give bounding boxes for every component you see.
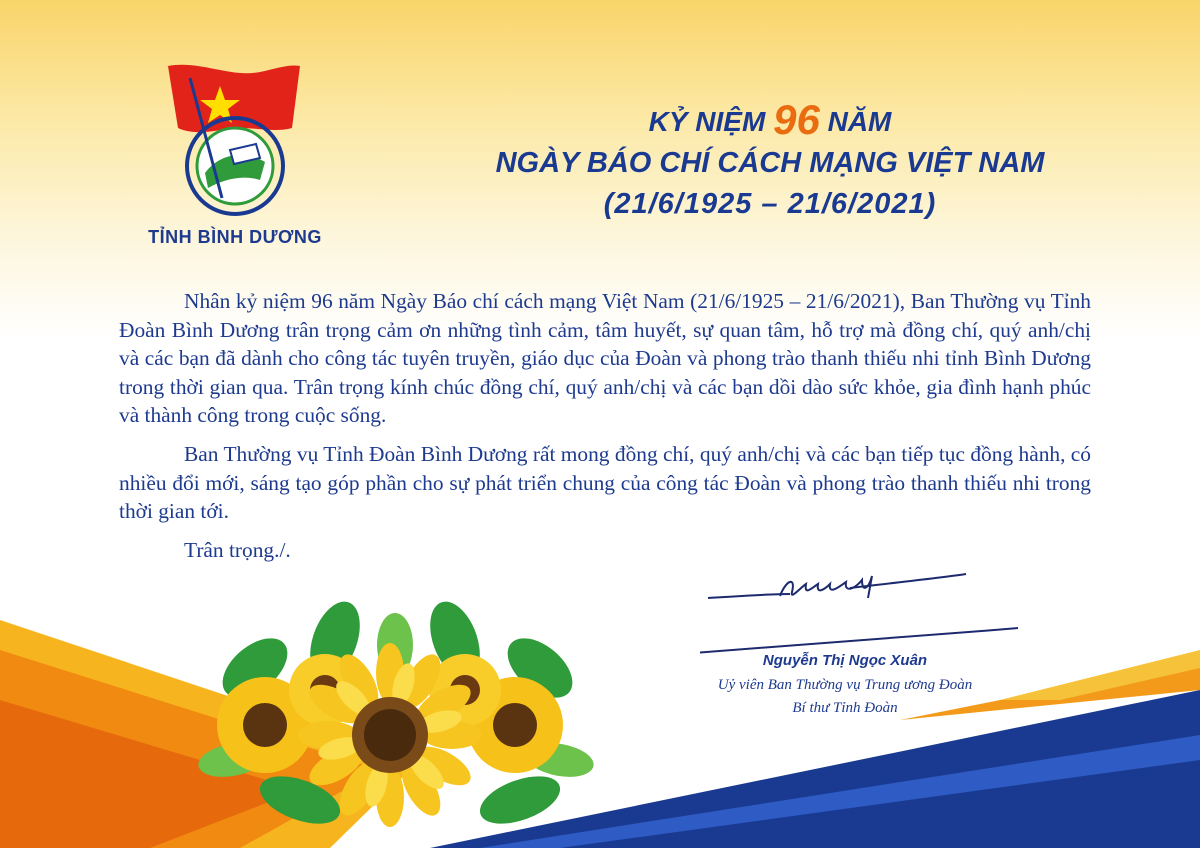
handwritten-signature [700,566,1020,664]
heading-number: 96 [773,96,820,143]
signatory-titles [660,674,1030,720]
organization-name: TỈNH BÌNH DƯƠNG [148,227,322,247]
heading-prefix: KỶ NIỆM [648,106,766,137]
signatory-title-1: Uỷ viên Ban Thường vụ Trung ương Đoàn [717,677,973,693]
letter-body [119,287,1091,574]
youth-union-emblem-icon [160,58,310,218]
signatory-title-2: Bí thư Tỉnh Đoàn [792,700,898,716]
page-heading [470,98,1070,226]
letter-closing: Trân trọng./. [184,537,291,562]
heading-suffix: NĂM [827,106,892,137]
heading-title: NGÀY BÁO CHÍ CÁCH MẠNG VIỆT NAM [495,147,1045,179]
heading-dates: (21/6/1925 – 21/6/2021) [603,188,937,220]
heading-line-1 [470,98,1070,144]
signatory-name: Nguyễn Thị Ngọc Xuân [762,652,928,669]
letter-paragraph-2: Ban Thường vụ Tỉnh Đoàn Bình Dương rất mong đồng chí, quý anh/chị và các bạn tiếp tục đồng hành, có nhiều đổi mới, sáng tạo góp phần cho sự phát triển chung của công tác Đoàn và phong trào thanh thiếu nhi trong thời gian tới. [119,441,1091,524]
letter-paragraph-1: Nhân kỷ niệm 96 năm Ngày Báo chí cách mạng Việt Nam (21/6/1925 – 21/6/2021), Ban Thường vụ Tỉnh Đoàn Bình Dương trân trọng cảm ơn những tình cảm, tâm huyết, sự quan tâm, hỗ trợ mà đồng chí, quý anh/chị và các bạn đã dành cho công tác tuyên truyền, giáo dục của Đoàn và phong trào thanh thiếu nhi tỉnh Bình Dương trong thời gian qua. Trân trọng kính chúc đồng chí, quý anh/chị và các bạn dồi dào sức khỏe, gia đình hạnh phúc và thành công trong cuộc sống. [119,289,1091,428]
flag-shape [168,65,300,132]
